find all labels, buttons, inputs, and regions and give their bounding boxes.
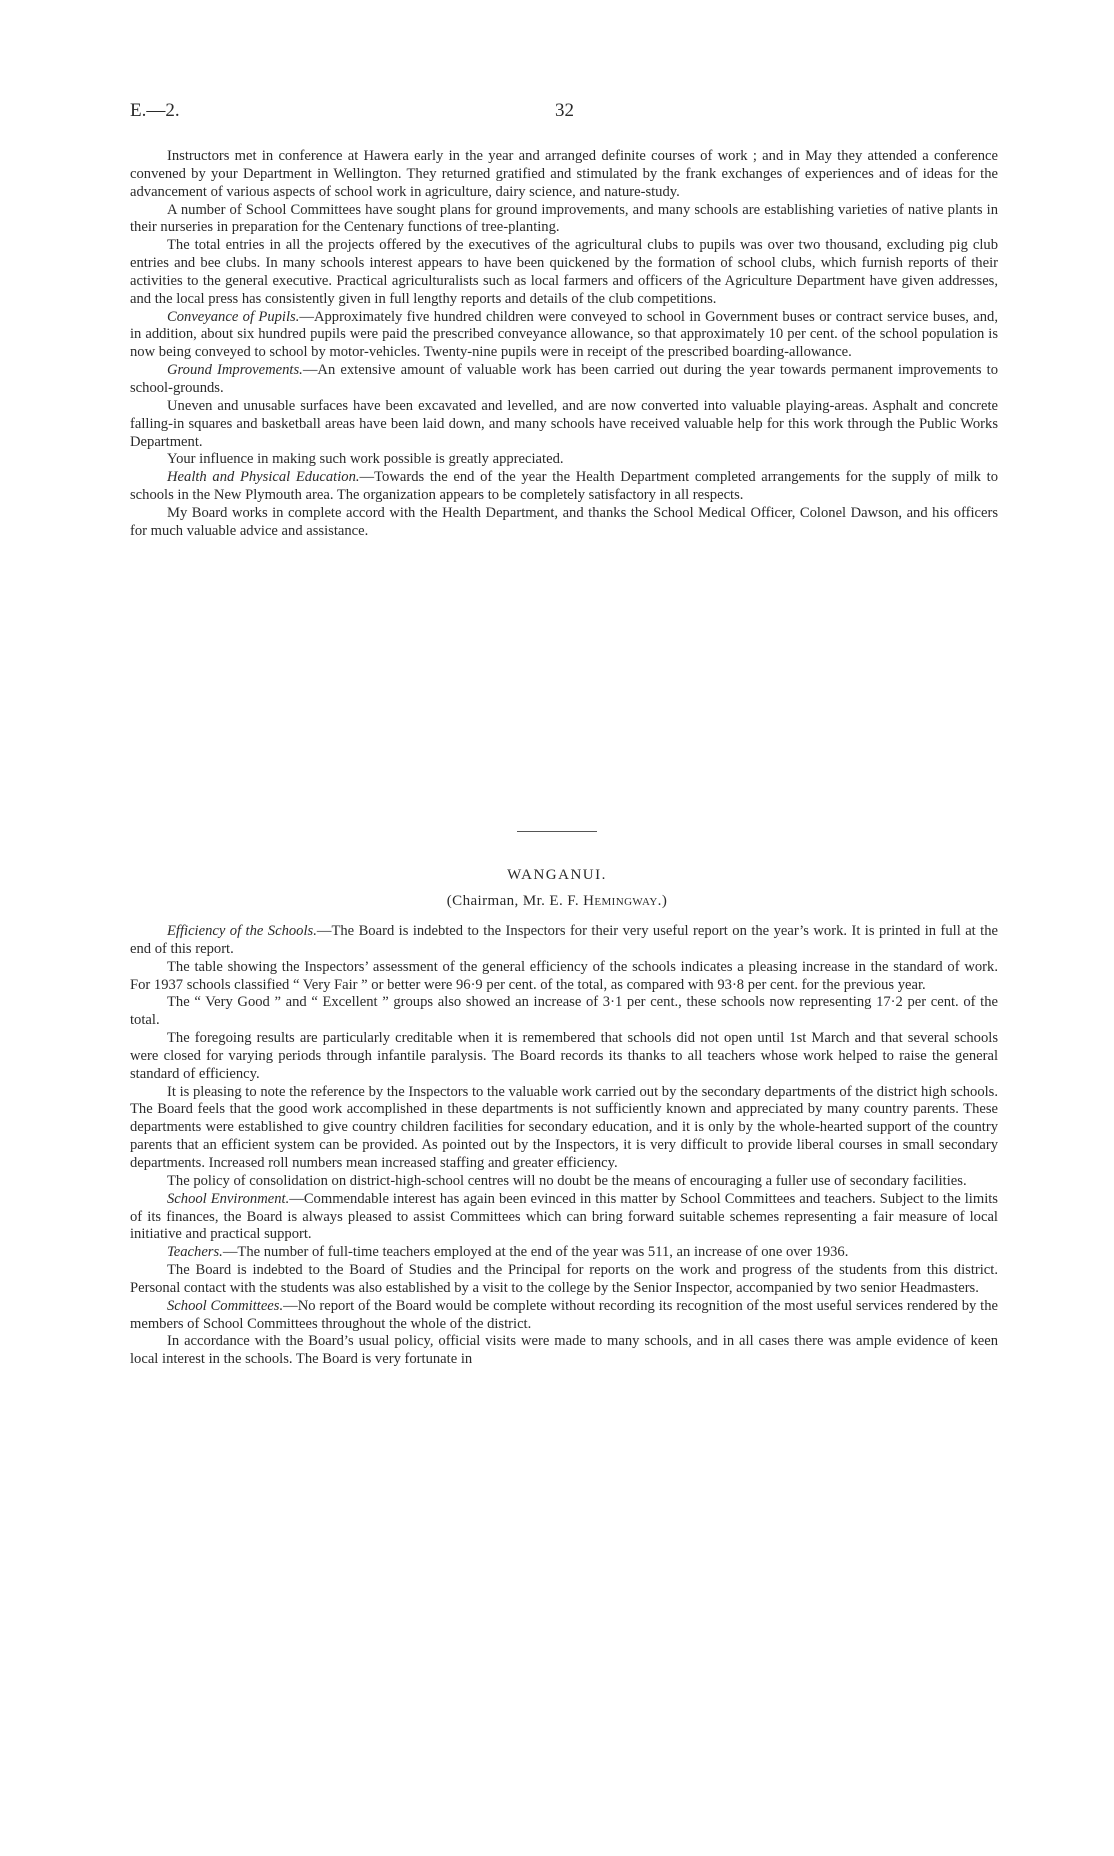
- run-in-heading: Ground Improvements.: [167, 362, 303, 379]
- paragraph: Health and Physical Education.—Towards the end of the year the Health Department completed arrangements for the supply of milk to schools in the New Plymouth area. The organization appears to be completely satisfactory in all respects.: [130, 469, 998, 504]
- section-taranaki-continued: [130, 148, 998, 541]
- document-code: E.—2.: [130, 100, 180, 121]
- section-divider: [517, 831, 597, 832]
- paragraph: Instructors met in conference at Hawera early in the year and arranged definite courses of work ; and in May they attended a conference convened by your Department in Wellington. They returned gratified and stimulated by the frank exchanges of experiences and of ideas for the advancement of various aspects of school work in agriculture, dairy science, and nature-study.: [130, 148, 998, 200]
- paragraph: Your influence in making such work possible is greatly appreciated.: [167, 451, 564, 468]
- paragraph: The policy of consolidation on district-high-school centres will no doubt be the means of encouraging a fuller use of secondary facilities.: [167, 1172, 967, 1189]
- paragraph: School Committees.—No report of the Board would be complete without recording its recognition of the most useful services rendered by the members of School Committees throughout the whole of the district.: [130, 1297, 998, 1332]
- paragraph: Uneven and unusable surfaces have been excavated and levelled, and are now converted into valuable playing-areas. Asphalt and concrete falling-in squares and basketball areas have been laid down, and many schools have received valuable help for this work through the Public Works Department.: [130, 397, 998, 450]
- chairman-line: (Chairman, Mr. E. F. Hemingway.): [446, 893, 668, 909]
- run-in-heading: School Environment.: [167, 1190, 290, 1207]
- paragraph: The total entries in all the projects offered by the executives of the agricultural clubs to pupils was over two thousand, excluding pig club entries and bee clubs. In many schools interest appears to have been quickened by the formation of school clubs, which furnish reports of their activities to the general executive. Practical agriculturalists such as local farmers and officers of the Agriculture Department have given addresses, and the local press has consistently given in full lengthy reports and details of the club competitions.: [130, 237, 998, 307]
- paragraph: It is pleasing to note the reference by the Inspectors to the valuable work carried out by the secondary departments of the district high schools. The Board feels that the good work accomplished in these departments is not sufficiently known and appreciated by many country parents. These departments were established to give country children facilities for secondary education, and it is only by the whole-hearted support of the country parents that an efficient system can be provided. As pointed out by the Inspectors, it is very difficult to provide liberal courses in small secondary departments. Increased roll numbers mean increased staffing and greater efficiency.: [130, 1083, 998, 1171]
- run-in-heading: Efficiency of the Schools.: [167, 923, 317, 939]
- section-wanganui: [130, 923, 998, 1369]
- run-in-heading: Conveyance of Pupils.: [167, 308, 300, 325]
- paragraph: The foregoing results are particularly creditable when it is remembered that schools did not open until 1st March and that several schools were closed for varying periods through infantile paralysis. The Board records its thanks to all teachers whose work helped to raise the general standard of efficiency.: [130, 1030, 998, 1082]
- paragraph: Conveyance of Pupils.—Approximately five hundred children were conveyed to school in Government buses or contract service buses, and, in addition, about six hundred pupils were paid the prescribed conveyance allowance, so that approximately 10 per cent. of the school population is now being conveyed to school by motor-vehicles. Twenty-nine pupils were in receipt of the prescribed boarding-allowance.: [130, 308, 998, 361]
- paragraph: A number of School Committees have sought plans for ground improvements, and many schools are establishing varieties of native plants in their nurseries in preparation for the Centenary functions of tree-planting.: [130, 201, 998, 236]
- paragraph: In accordance with the Board’s usual policy, official visits were made to many schools, and in all cases there was ample evidence of keen local interest in the schools. The Board is very fortunate in: [130, 1333, 998, 1368]
- page-number: 32: [555, 100, 574, 121]
- page-header: [130, 100, 984, 128]
- board-title: WANGANUI.: [507, 867, 607, 883]
- paragraph: The table showing the Inspectors’ assessment of the general efficiency of the schools indicates a pleasing increase in the standard of work. For 1937 schools classified “ Very Fair ” or better were 96·9 per cent. of the total, as compared with 93·8 per cent. for the previous year.: [130, 958, 998, 993]
- paragraph: Efficiency of the Schools.—The Board is indebted to the Inspectors for their very useful report on the year’s work. It is printed in full at the end of this report.: [130, 923, 998, 957]
- paragraph: The “ Very Good ” and “ Excellent ” groups also showed an increase of 3·1 per cent., these schools now representing 17·2 per cent. of the total.: [130, 994, 998, 1029]
- paragraph: My Board works in complete accord with the Health Department, and thanks the School Medical Officer, Colonel Dawson, and his officers for much valuable advice and assistance.: [130, 504, 998, 539]
- run-in-heading: Health and Physical Education.: [167, 469, 360, 486]
- run-in-heading: School Committees.: [167, 1297, 284, 1314]
- paragraph: The Board is indebted to the Board of Studies and the Principal for reports on the work and progress of the students from this district. Personal contact with the students was also established by a visit to the college by the Senior Inspector, accompanied by two senior Headmasters.: [130, 1262, 998, 1296]
- paragraph: Teachers.—The number of full-time teachers employed at the end of the year was 511, an increase of one over 1936.: [167, 1244, 849, 1261]
- paragraph: Ground Improvements.—An extensive amount of valuable work has been carried out during the year towards permanent improvements to school-grounds.: [130, 362, 999, 396]
- run-in-heading: Teachers.: [167, 1244, 223, 1261]
- paragraph: School Environment.—Commendable interest has again been evinced in this matter by School Committees and teachers. Subject to the limits of its finances, the Board is always pleased to assist Committees which can bring forward suitable schemes representing a fair measure of local initiative and practical support.: [130, 1190, 998, 1243]
